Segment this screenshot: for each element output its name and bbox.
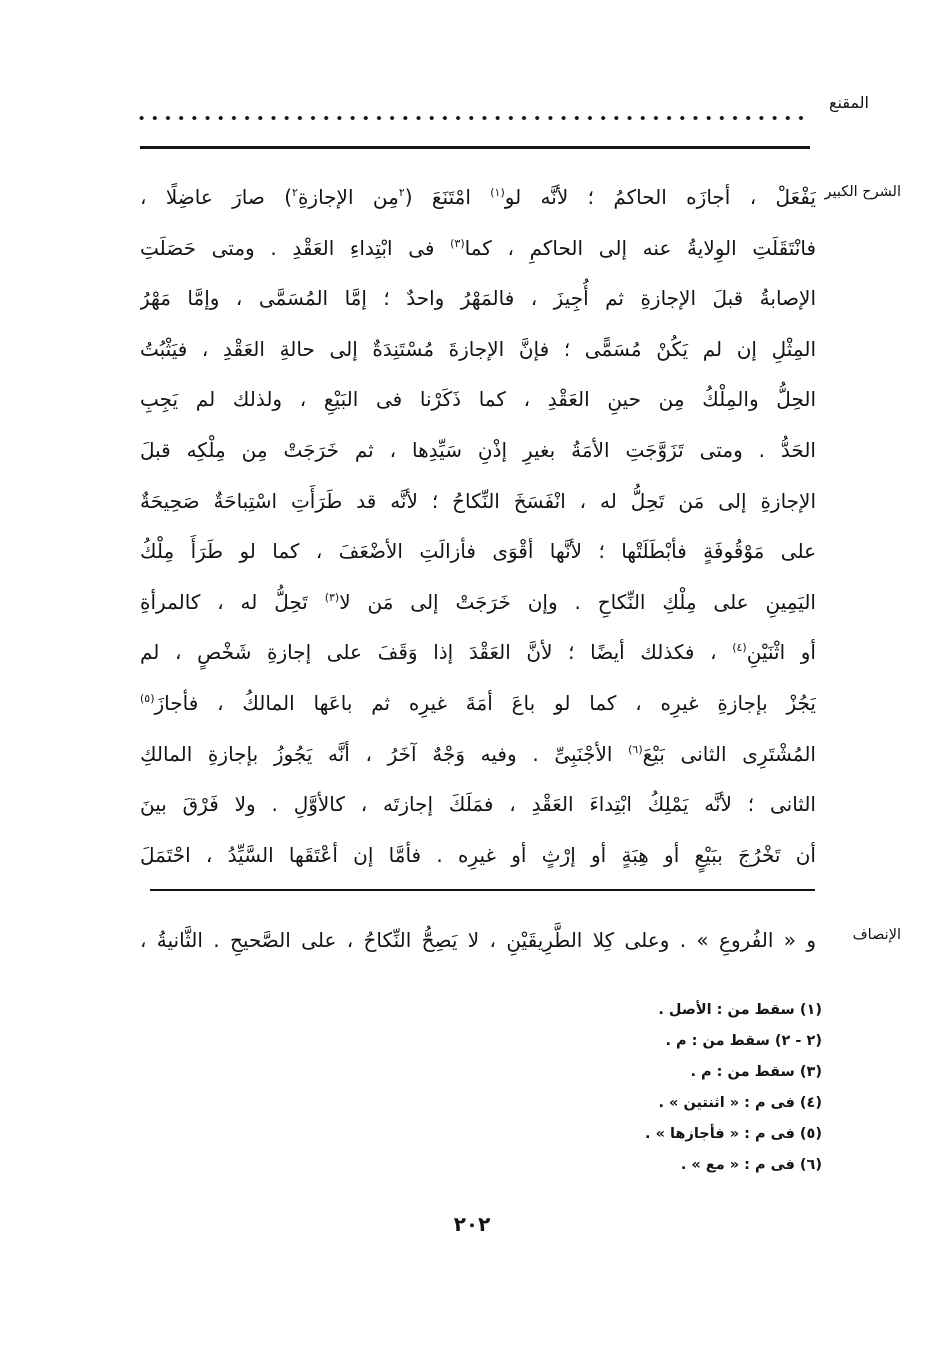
line-text: أو اثْنَيْنِ xyxy=(746,640,816,665)
line-text: الحِلُّ والمِلْكُ مِن حينِ العَقْدِ ، كما ذَكَرْنا فى البَيْعِ ، ولذلك لم يَجِبِ xyxy=(140,387,816,412)
line-text: الإصابةُ قبلَ الإجازةِ ثم أُجِيزَ ، فالمَهْرُ واحدٌ ؛ إمَّا المُسَمَّى ، وإمَّا مَهْرُ xyxy=(140,286,816,311)
footnote-marker: (٥) xyxy=(140,691,155,705)
sharh-section-label: الشرح الكبير xyxy=(824,184,901,200)
line-text: فانْتَقَلَتِ الوِلايةُ عنه إلى الحاكمِ ، كما xyxy=(464,235,816,260)
header-dotted-rule xyxy=(135,114,807,122)
line-text: امْتَنَعَ ( xyxy=(404,185,491,209)
footnote-marker: (١) xyxy=(490,185,505,199)
line-text: على مَوْقُوفَةٍ فأبْطَلَتْها ؛ لأنَّها أقْوَى فأزالَتِ الأضْعَفَ ، كما لو طَرَأَ مِلْكُ xyxy=(140,539,816,564)
sharh-line-12 xyxy=(140,729,816,780)
footnote-4: (٤) فى م : « اثنتين » . xyxy=(658,1095,822,1111)
sharh-line-14 xyxy=(140,830,816,881)
footnote-marker: (٦) xyxy=(628,742,643,756)
line-text: فى ابْتِداءِ العَقْدِ . ومتى حَصَلَتِ xyxy=(140,235,451,260)
line-text: الثانى ؛ لأنَّه يَمْلِكُ ابْتِداءَ العَقْدِ ، فمَلَكَ إجازتَه ، كالأوَّلِ . ولا فَرْقَ بينَ xyxy=(140,792,816,817)
insaf-line-1 xyxy=(140,915,816,966)
footnote-marker: (٣) xyxy=(450,236,465,250)
footnote-1: (١) سقط من : الأصل . xyxy=(658,1002,822,1018)
sharh-line-10 xyxy=(140,627,816,678)
line-text: تَحِلُّ له ، كالمرأةِ xyxy=(140,589,325,614)
running-header-title: المقنع xyxy=(828,93,869,112)
line-text: مِن الإجازةِ xyxy=(297,185,399,209)
sharh-line-8 xyxy=(140,526,816,577)
footnote-marker: ٢ xyxy=(292,185,298,199)
sharh-line-5 xyxy=(140,374,816,425)
sharh-line-13 xyxy=(140,779,816,830)
sharh-line-9 xyxy=(140,577,816,628)
line-text: أن تَخْرُجَ ببَيْعٍ أو هِبَةٍ أو إرْثٍ أو غيرِه . فأمَّا إن أعْتَقَها السَّيِّدُ ، احْتَمَلَ xyxy=(140,842,816,867)
insaf-body-text xyxy=(140,915,816,966)
sharh-line-2 xyxy=(140,223,816,274)
line-text: المُشْتَرِى الثانى بَيْعَ xyxy=(642,741,816,766)
sharh-line-7 xyxy=(140,476,816,527)
footnote-marker: (٤) xyxy=(732,641,747,655)
line-text: ، فكذلك أيضًا ؛ لأنَّ العَقْدَ إذا وَقَفَ على إجازةِ شَخْصٍ ، لم xyxy=(140,640,733,665)
header-thick-rule xyxy=(140,146,810,149)
line-text: يَجُزْ بإجازةِ غيرِه ، كما لو باعَ أمَةَ غيرِه ثم باعَها المالكُ ، فأجازَ xyxy=(154,690,816,715)
footnote-5: (٥) فى م : « فأجازها » . xyxy=(645,1126,822,1142)
insaf-section-label: الإنصاف xyxy=(852,927,901,943)
line-text: الأجْنَبِىِّ . وفيه وَجْهٌ آخَرُ ، أنَّه يَجُوزُ بإجازةِ المالكِ xyxy=(140,741,629,766)
line-text: ) صارَ عاضِلًا ، xyxy=(140,185,293,209)
line-text: اليَمِينِ على مِلْكِ النِّكاحِ . وإن خَرَجَتْ إلى مَن لا xyxy=(339,589,816,614)
footnote-marker: (٣) xyxy=(324,590,340,604)
page-number: ٢٠٢ xyxy=(453,1212,491,1236)
footnote-2: (٢ - ٢) سقط من : م . xyxy=(665,1033,822,1049)
sharh-line-4 xyxy=(140,324,816,375)
line-text: الإجازةِ إلى مَن تَحِلُّ له ، انْفَسَخَ النِّكاحُ ؛ لأنَّه قد طَرَأَتِ اسْتِباحَةٌ صَحِيحَةٌ xyxy=(140,488,816,513)
section-separator-rule xyxy=(150,889,815,891)
sharh-body-text xyxy=(140,172,816,880)
line-text: و « الفُروعِ » . وعلى كِلا الطَّرِيقَيْنِ ، لا يَصِحُّ النِّكاحُ ، على الصَّحيحِ . الثَّانيةُ ، xyxy=(140,928,816,952)
line-text: يَفْعَلْ ، أجازَه الحاكمُ ؛ لأنَّه لو xyxy=(504,185,816,209)
footnote-3: (٣) سقط من : م . xyxy=(690,1064,822,1080)
footnote-6: (٦) فى م : « مع » . xyxy=(680,1157,822,1173)
line-text: المِثْلِ إن لم يَكُنْ مُسَمًّى ؛ فإنَّ الإجازةَ مُسْتَنِدَةٌ إلى حالةِ العَقْدِ ، فيَثْبُتُ xyxy=(140,336,816,361)
sharh-line-1 xyxy=(140,172,816,223)
sharh-line-6 xyxy=(140,425,816,476)
line-text: الحَدُّ . ومتى تَزَوَّجَتِ الأمَةُ بغيرِ إذْنِ سَيِّدِها ، ثم خَرَجَتْ مِن مِلْكِه قبلَ xyxy=(140,437,816,462)
sharh-line-11 xyxy=(140,678,816,729)
footnote-marker: ٢ xyxy=(398,185,405,199)
sharh-line-3 xyxy=(140,273,816,324)
footnotes-list xyxy=(402,995,822,1181)
